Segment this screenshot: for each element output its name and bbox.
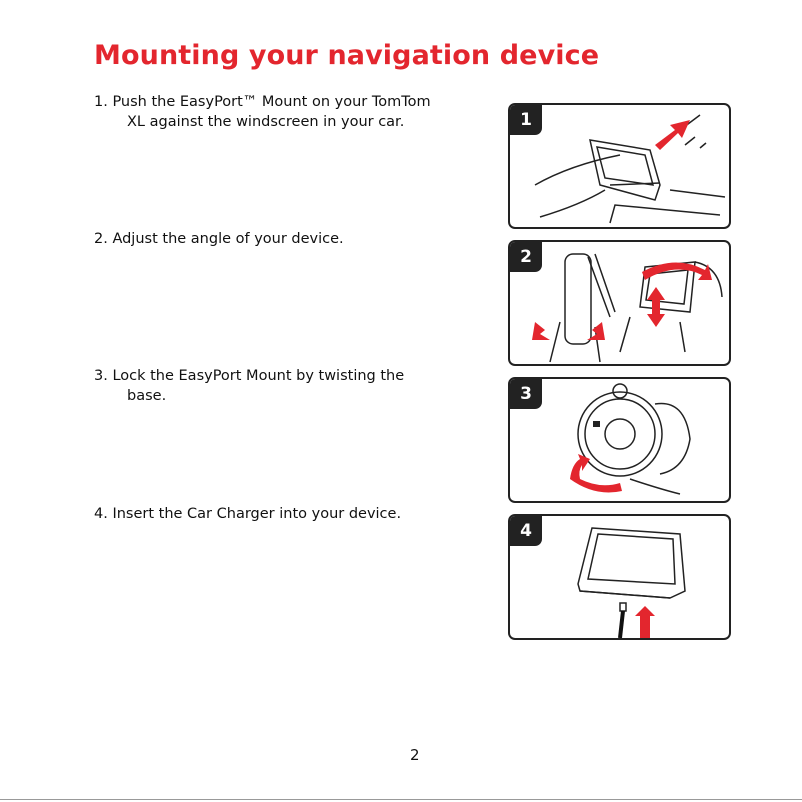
step-badge: 1 <box>510 105 542 135</box>
step-3-illustration <box>508 377 731 503</box>
twist-base-drawing <box>510 379 729 501</box>
step-1-text: 1. Push the EasyPort™ Mount on your TomTom XL against the windscreen in your car. <box>94 94 431 130</box>
step-badge: 4 <box>510 516 542 546</box>
step-4-text: 4. Insert the Car Charger into your device. <box>94 506 402 522</box>
step-2-text: 2. Adjust the angle of your device. <box>94 231 344 247</box>
page-number: 2 <box>410 746 420 764</box>
step-badge: 3 <box>510 379 542 409</box>
adjust-angle-drawing <box>510 242 729 364</box>
arrow-icon <box>635 606 655 638</box>
lock-icon <box>593 421 600 427</box>
step-2-illustration <box>508 240 731 366</box>
push-mount-drawing <box>510 105 729 227</box>
arrow-icon <box>655 120 690 150</box>
page-title: Mounting your navigation device <box>94 40 600 71</box>
step-badge: 2 <box>510 242 542 272</box>
step-4-illustration <box>508 514 731 640</box>
step-3-text: 3. Lock the EasyPort Mount by twisting the base. <box>94 368 405 404</box>
footer-rule <box>0 799 802 800</box>
insert-charger-drawing <box>510 516 729 638</box>
step-1-illustration <box>508 103 731 229</box>
